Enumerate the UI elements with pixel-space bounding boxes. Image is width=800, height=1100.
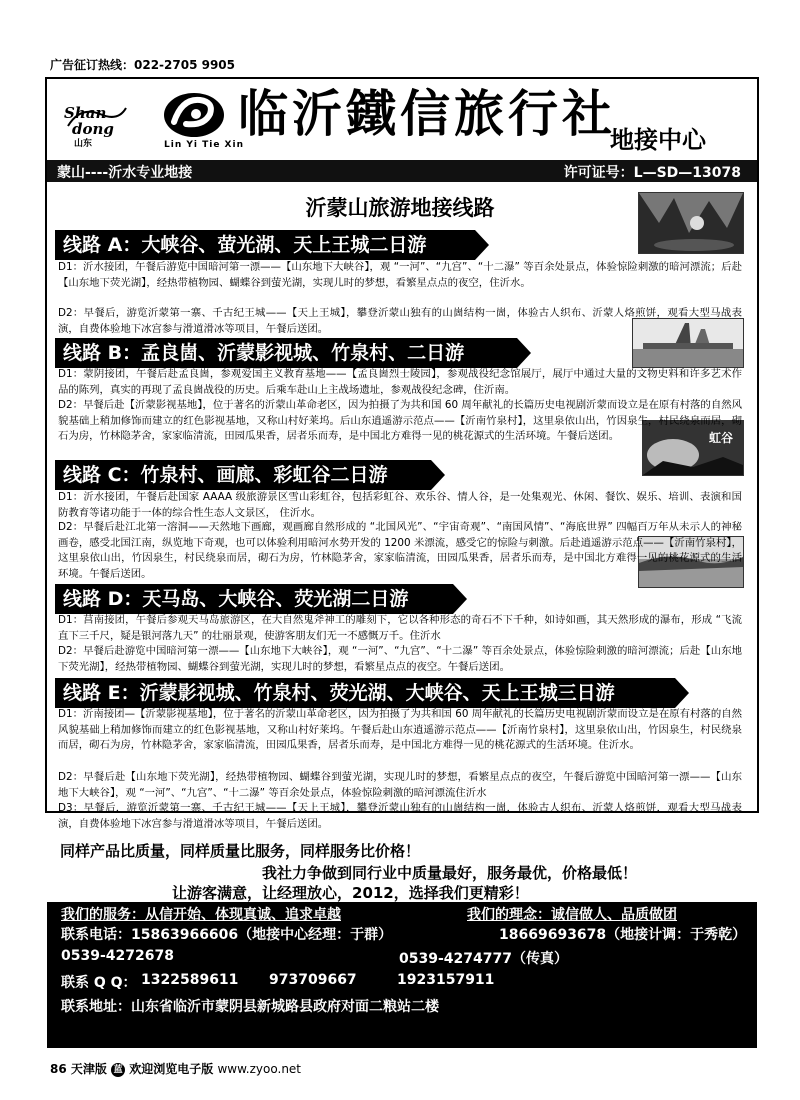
edition-badge-icon: 蓝 (111, 1063, 125, 1077)
idea-motto: 我们的理念：诚信做人、品质做团 (467, 907, 677, 923)
contact-phone-2: 18669693678（地接计调：于秀乾） (499, 927, 747, 943)
contact-qq-2: 973709667 (269, 972, 357, 988)
shandong-logo (60, 96, 132, 148)
route-a-title: 线路 A：大峡谷、萤光湖、天上王城二日游 (55, 230, 475, 260)
footer-text: 欢迎浏览电子版 (129, 1062, 214, 1076)
route-b-day1: D1：蒙阴接团，午餐后赴孟良崮，参观爱国主义教育基地——【孟良崮烈士陵园】，参观战役纪念馆展厅，展厅中通过大量的文物史料和许多艺术作品的陈列，真实的再现了孟良崮战役的历史。后乘车赴山上主战场遗址，参观战役纪念碑，住沂南。 (58, 368, 742, 396)
contact-qq-label: 联系 Q Q： (61, 975, 137, 991)
route-e-day3: D3：早餐后，游览沂蒙第一寨、千古纪王城——【天上王城】，攀登沂蒙山独有的山崮结构一崮，体验古人织布、沂蒙人烙煎饼，观看大型马战表演，自费体验地下冰宫参与滑道滑冰等项目，午餐后送团。 (58, 802, 742, 830)
route-c-title: 线路 C：竹泉村、画廊、彩虹谷二日游 (55, 460, 431, 490)
slogan-3: 让游客满意，让经理放心，2012，选择我们更精彩！ (172, 884, 529, 902)
logo-tag: 山东 (74, 139, 93, 148)
page-title: 沂蒙山旅游地接线路 (305, 196, 495, 220)
service-motto: 我们的服务：从信开始、体现真诚、追求卓越 (61, 907, 341, 923)
brand-logo-icon (160, 88, 228, 142)
route-b-title: 线路 B：孟良崮、沂蒙影视城、竹泉村、二日游 (55, 338, 517, 368)
license-number: 许可证号：L—SD—13078 (563, 165, 741, 181)
route-e-title: 线路 E：沂蒙影视城、竹泉村、荧光湖、大峡谷、天上王城三日游 (55, 678, 675, 708)
specialty: 蒙山----沂水专业地接 (57, 165, 193, 181)
contact-tel-2: 0539-4274777（传真） (399, 951, 568, 967)
route-b-day2: D2：早餐后赴【沂蒙影视基地】，位于著名的沂蒙山革命老区，因为拍摄了为共和国 60 周年献礼的长篇历史电视剧沂蒙而设立是在原有村落的自然风貌基础上稍加修饰而建立的红色影视基地，又称山村好莱坞。后山东逍遥游示范点——【沂南竹泉村】，这里泉依山出，竹因泉生，村民绕泉而居，砌石为房，竹林隐茅舍，家家临清流，田园瓜果香，居者乐而寿，是中国北方难得一见的桃花源式的生活环境。午餐后送团。 (58, 399, 742, 443)
route-d-title: 线路 D：天马岛、大峡谷、荧光湖二日游 (55, 584, 453, 614)
route-d-day1: D1：莒南接团，午餐后参观天马岛旅游区，在大自然鬼斧神工的雕刻下，它以各种形态的奇石不下千种，如诗如画，其天然形成的瀑布，形成 “飞流直下三千尺，疑是银河落九天” 的壮丽景观，使游客朋友们无一不感慨万千。住沂水 (58, 614, 742, 642)
slogan-2: 我社力争做到同行业中质量最好，服务最优，价格最低！ (262, 864, 638, 882)
contact-tel-1: 0539-4272678 (61, 948, 174, 964)
page-footer (50, 1060, 301, 1077)
route-a-day1: D1：沂水接团，午餐后游览中国暗河第一漂——【山东地下大峡谷】，观 “一河”、“九宫”、“十二瀑” 等百余处景点，体验惊险刺激的暗河漂流；后赴【山东地下荧光湖】，经热带植物园、蝴蝶谷到萤光湖，实现儿时的梦想，看繁星点点的夜空，住沂水。 (58, 261, 742, 289)
route-e-day2: D2：早餐后赴【山东地下荧光湖】，经热带植物园、蝴蝶谷到萤光湖，实现儿时的梦想，看繁星点点的夜空，午餐后游览中国暗河第一漂——【山东地下大峡谷】，观 “一河”、“九宫”、“十二瀑” 等百余处景点，体验惊险刺激的暗河漂流住沂水 (58, 771, 742, 799)
contact-phone: 联系电话：15863966606（地接中心经理：于群） (61, 927, 393, 943)
contact-qq-1: 1322589611 (141, 972, 239, 988)
route-c-day1: D1：沂水接团，午餐后赴国家 AAAA 级旅游景区雪山彩虹谷，包括彩虹谷、欢乐谷、情人谷，是一处集观光、休闲、餐饮、娱乐、培训、表演和国防教育等诸功能于一体的综合性生态人文景区， 住沂水。 (58, 491, 742, 519)
photo-caption: 虹谷 (709, 431, 734, 445)
ad-hotline: 广告征订热线：022-2705 9905 (50, 58, 236, 72)
brand-name: 临沂鐵信旅行社 (238, 84, 616, 143)
slogan-1: 同样产品比质量，同样质量比服务，同样服务比价格！ (60, 842, 421, 860)
route-c-day2: D2：早餐后赴江北第一溶洞——天然地下画廊，观画廊自然形成的 “北国风光”、“宇宙奇观”、“南国风情”、“海底世界” 四幅百万年从未示人的神秘画卷，感受北国江南，纵览地下奇观，也可以体验利用暗河水势开发的 1200 米漂流，感受它的惊险与刺激。后赴逍遥游示范点——【沂南竹泉村】，这里泉依山出，竹因泉生，村民绕泉而居，砌石为房，竹林隐茅舍，家家临清流，田园瓜果香，居者乐而寿，是中国北方难得一见的桃花源式的生活环境。午餐后送团。 (58, 521, 742, 580)
contact-box (47, 902, 757, 1048)
route-d-day2: D2：早餐后赴游览中国暗河第一漂——【山东地下大峡谷】，观 “一河”、“九宫”、“十二瀑” 等百余处景点，体验惊险刺激的暗河漂流；后赴【山东地下荧光湖】，经热带植物园、蝴蝶谷到萤光湖，实现儿时的梦想，看繁星点点的夜空。午餐后送团。 (58, 645, 742, 673)
footer-site-link[interactable]: www.zyoo.net (217, 1062, 302, 1076)
contact-qq-3: 1923157911 (397, 972, 495, 988)
cave-photo (638, 192, 744, 254)
logo-line-2: dong (72, 120, 114, 138)
route-a-day2: D2：早餐后，游览沂蒙第一寨、千古纪王城——【天上王城】，攀登沂蒙山独有的山崮结构一崮，体验古人织布、沂蒙人烙煎饼，观看大型马战表演，自费体验地下冰宫参与滑道滑冰等项目，午餐后送团。 (58, 307, 742, 335)
brand-suffix: 地接中心 (610, 126, 706, 154)
contact-address: 联系地址：山东省临沂市蒙阴县新城路县政府对面二粮站二楼 (61, 999, 439, 1015)
logo-line-1: Shan (64, 104, 107, 122)
page-number: 86 天津版 (50, 1062, 107, 1076)
brand-subtitle: Lin Yi Tie Xin (164, 140, 244, 150)
header-bar (47, 160, 757, 182)
route-e-day1: D1：沂南接团—【沂蒙影视基地】，位于著名的沂蒙山革命老区，因为拍摄了为共和国 60 周年献礼的长篇历史电视剧沂蒙而设立是在原有村落的自然风貌基础上稍加修饰而建立的红色影视基地，又称山村好莱坞。午餐后赴山东逍遥游示范点——【沂南竹泉村】，这里泉依山出，竹因泉生，村民绕泉而居，砌石为房，竹林隐茅舍，家家临清流，田园瓜果香，居者乐而寿，是中国北方难得一见的桃花源式的生活环境。住沂水。 (58, 708, 742, 752)
